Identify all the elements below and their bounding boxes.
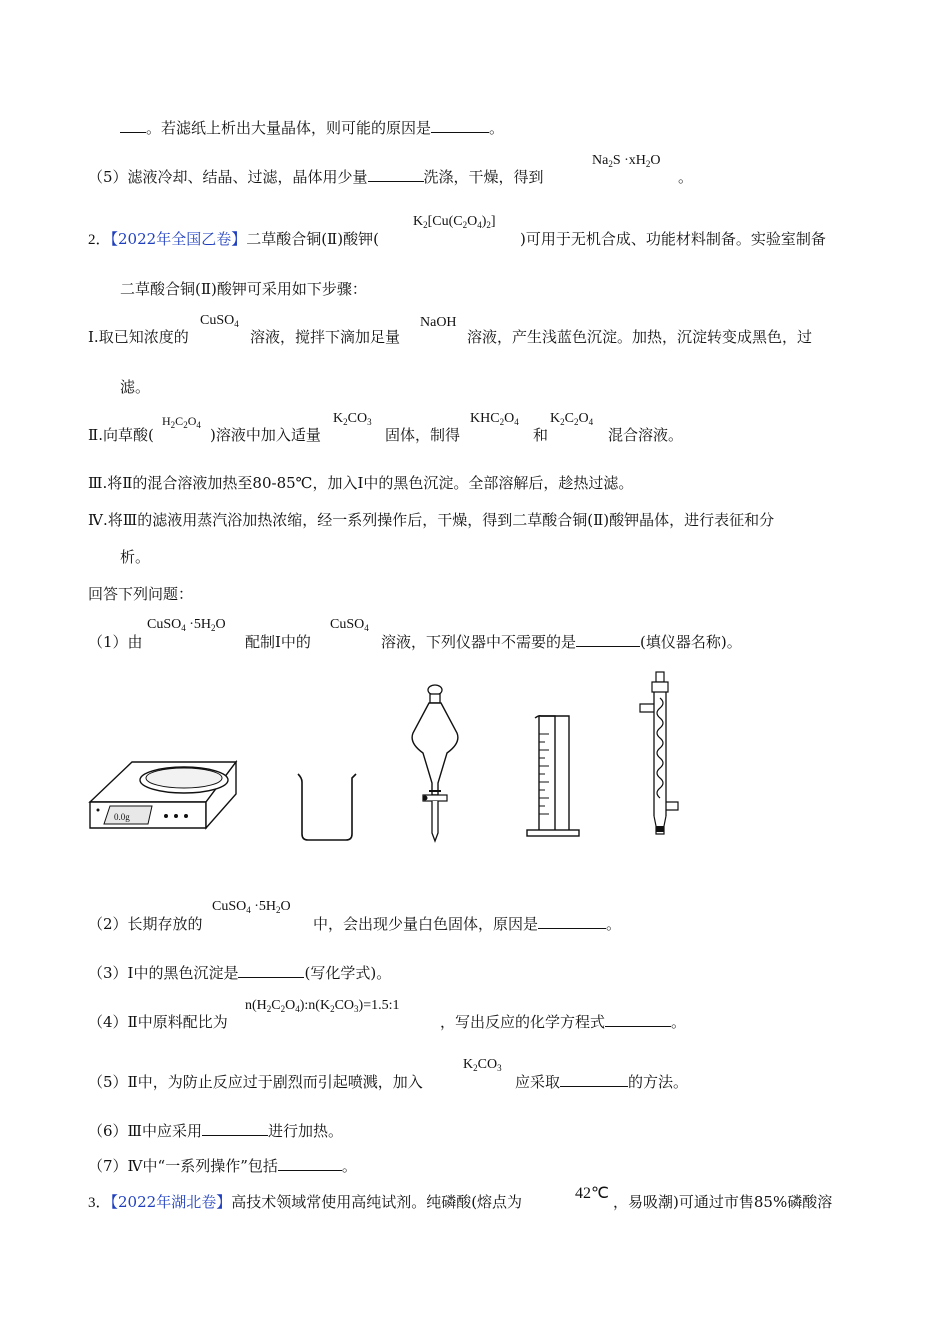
formula-cuso4: CuSO$_4$ <box>330 617 369 633</box>
text-line: 。若滤纸上析出大量晶体，则可能的原因是 。 <box>120 117 504 139</box>
answer-blank[interactable] <box>202 1121 268 1136</box>
source-tag: 【2022年湖北卷】 <box>110 1193 232 1211</box>
answer-blank[interactable] <box>368 167 424 182</box>
separatory-funnel-icon <box>403 683 473 843</box>
formula-cuso4: CuSO$_4$ <box>200 313 239 329</box>
answer-blank[interactable] <box>120 118 146 133</box>
formula-naoh: NaOH <box>420 315 457 330</box>
sub-question-6: （6）Ⅲ中应采用 进行加热。 <box>88 1122 344 1140</box>
electronic-balance-icon <box>86 740 286 850</box>
balance-readout: 0.0g <box>114 812 130 822</box>
sub-question-5b: 应采取 的方法。 <box>515 1073 689 1091</box>
question-2-intro: 2．【2022年全国乙卷】二草酸合铜(Ⅱ)酸钾( <box>88 230 379 248</box>
sub-question-5: （5）滤液冷却、结晶、过滤，晶体用少量 洗涤，干燥，得到 <box>88 168 544 186</box>
answer-blank[interactable] <box>278 1156 342 1171</box>
formula-cuso4-5h2o: CuSO$_4$ $\cdot 5H_2O$ <box>212 899 291 915</box>
answer-blank[interactable] <box>538 914 606 929</box>
formula-42c: 42℃ <box>575 1185 609 1202</box>
formula-khc2o4: $KHC_2O_4$ <box>470 411 519 427</box>
answer-blank[interactable] <box>238 963 304 978</box>
formula-h2c2o4: $H_2C_2O_4$ <box>162 414 201 430</box>
sub-question-4: ，写出反应的化学方程式 。 <box>440 1013 687 1031</box>
question-3-intro: 3．【2022年湖北卷】高技术领域常使用高纯试剂。纯磷酸(熔点为 <box>88 1193 523 1211</box>
answer-blank[interactable] <box>576 632 640 647</box>
sub-question-1: 溶液，下列仪器中不需要的是 (填仪器名称)。 <box>381 633 742 651</box>
sub-question-3: （3）Ⅰ中的黑色沉淀是 (写化学式)。 <box>88 964 392 982</box>
formula-k2co3: $K_2CO_3$ <box>333 411 372 427</box>
graduated-cylinder-icon <box>525 712 595 842</box>
formula-ratio: $n(H_2C_2O_4):n(K_2CO_3)=1.5:1$ <box>245 998 400 1014</box>
formula-k2c2o4: $K_2C_2O_4$ <box>550 411 594 427</box>
formula-k2co3: $K_2CO_3$ <box>463 1057 502 1073</box>
beaker-icon <box>294 770 364 850</box>
answer-blank[interactable] <box>431 118 489 133</box>
answer-blank[interactable] <box>560 1072 628 1087</box>
formula-cuso4-5h2o: CuSO$_4$ $\cdot 5H_2O$ <box>147 617 226 633</box>
condenser-icon <box>634 668 694 843</box>
sub-question-2: 中，会出现少量白色固体，原因是 。 <box>313 915 622 933</box>
answer-blank[interactable] <box>605 1012 671 1027</box>
formula-na2s: $Na_2S \cdot xH_2O$ <box>592 153 661 169</box>
source-tag: 【2022年全国乙卷】 <box>110 230 247 248</box>
sub-question-7: （7）Ⅳ中“一系列操作”包括 。 <box>88 1157 357 1175</box>
formula-k2cu-c2o4-2: $K_2[Cu(C_2O_4)_2]$ <box>413 214 496 230</box>
